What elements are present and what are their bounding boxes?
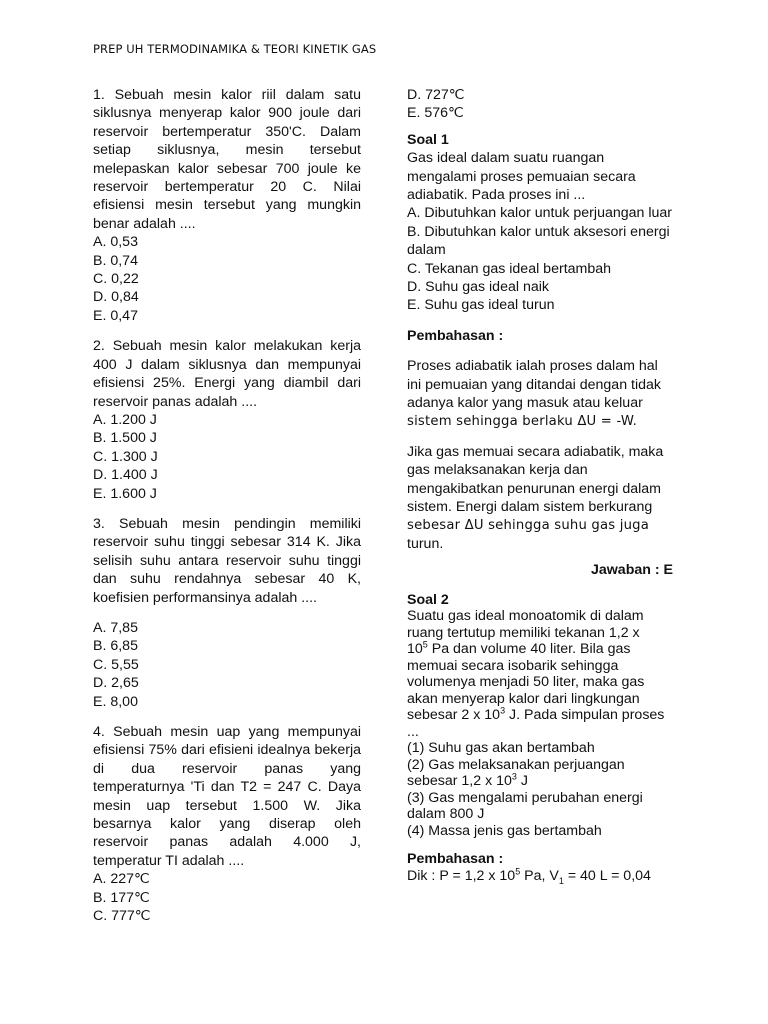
soal-2-option-3: (3) Gas mengalami perubahan energi dalam 800 J: [407, 789, 643, 823]
question-2-stem: 2. Sebuah mesin kalor melakukan kerja 400 J dalam siklusnya dan mempunyai efisiensi 25%. Energi yang diambil dari reservoir panas adalah ....: [93, 338, 361, 410]
question-3-option-a: A. 7,85: [93, 619, 138, 636]
question-3-option-c: C. 5,55: [93, 656, 139, 673]
question-1-option-a: A. 0,53: [93, 234, 138, 251]
question-2-option-b: B. 1.500 J: [93, 430, 157, 447]
left-column: [93, 86, 361, 925]
question-2: [93, 337, 361, 503]
question-3: [93, 515, 361, 711]
soal-1-paragraph-2-end: turun.: [407, 535, 444, 552]
question-1-stem: 1. Sebuah mesin kalor riil dalam satu siklusnya menyerap kalor 900 joule dari reservoir bertemperatur 350'C. Dalam setiap siklusnya, mesin tersebut melepaskan kalor sebesar 700 joule ke reservoir bertemperatur 20 C. Nilai efisiensi mesin tersebut yang mungkin benar adalah ....: [93, 87, 361, 232]
question-2-option-e: E. 1.600 J: [93, 485, 157, 502]
soal-1-stem: Gas ideal dalam suatu ruangan mengalami proses pemuaian secara adiabatik. Pada proses ini ...: [407, 150, 636, 204]
question-2-option-d: D. 1.400 J: [93, 467, 158, 484]
soal-1-option-d: D. Suhu gas ideal naik: [407, 279, 549, 296]
question-3-stem: 3. Sebuah mesin pendingin memiliki reservoir suhu tinggi sebesar 314 K. Jika selisih suhu antara reservoir suhu tinggi dan suhu rendahnya sebesar 40 K, koefisien performansinya adalah ....: [93, 515, 361, 606]
question-4-option-c: C. 777℃: [93, 908, 151, 925]
question-4: [93, 723, 361, 925]
question-4-stem: 4. Sebuah mesin uap yang mempunyai efisiensi 75% dari efisieni idealnya bekerja di dua reservoir panas yang temperaturnya 'Ti dan T2 = 247 C. Daya mesin uap tersebut 1.500 W. Jika besarnya kalor yang diserap oleh reservoir panas adalah 4.000 J, temperatur TI adalah ....: [93, 724, 361, 869]
soal-2-option-4: (4) Massa jenis gas bertambah: [407, 822, 602, 839]
question-2-option-a: A. 1.200 J: [93, 411, 157, 428]
soal-1-option-a: A. Dibutuhkan kalor untuk perjuangan luar: [407, 205, 673, 222]
soal-2-stem-3: sebesar 2 x $10^3$ J. Pada simpulan proses ...: [407, 705, 665, 740]
soal-2-option-2: (2) Gas melaksanakan perjuangan: [407, 756, 625, 773]
page-header: PREP UH TERMODINAMIKA & TEORI KINETIK GAS: [93, 42, 377, 56]
question-4-option-e: E. 576℃: [407, 105, 464, 122]
soal-2: [407, 592, 673, 885]
question-1-option-c: C. 0,22: [93, 271, 139, 288]
question-2-option-c: C. 1.300 J: [93, 448, 158, 465]
soal-2-pembahasan-title: Pembahasan :: [407, 851, 504, 868]
question-4-option-d: D. 727℃: [407, 87, 465, 103]
soal-1-title: Soal 1: [407, 131, 449, 148]
soal-2-option-2-cont: sebesar 1,2 x $10^3$ J: [407, 771, 528, 790]
soal-2-title: Soal 2: [407, 591, 449, 608]
soal-1-option-c: C. Tekanan gas ideal bertambah: [407, 260, 612, 277]
soal-1-paragraph-1: Proses adiabatik ialah proses dalam hal ini pemuaian yang ditandai dengan tidak adanya kalor yang masuk atau keluar: [407, 358, 661, 412]
question-3-option-b: B. 6,85: [93, 638, 138, 655]
question-1-option-d: D. 0,84: [93, 289, 139, 306]
question-1-option-b: B. 0,74: [93, 252, 138, 269]
question-3-option-e: E. 8,00: [93, 693, 138, 710]
question-4-option-a: A. 227℃: [93, 871, 150, 888]
soal-1-paragraph-2-formula: sebesar ΔU sehingga suhu gas juga: [407, 517, 650, 533]
question-1-option-e: E. 0,47: [93, 307, 138, 324]
soal-2-dik: Dik : P = 1,2 x $10^5$ Pa, $V_1 = 40$ L = 0,04: [407, 866, 651, 886]
soal-1: [407, 131, 673, 580]
soal-1-paragraph-2: Jika gas memuai secara adiabatik, maka gas melaksanakan kerja dan mengakibatkan penurunan energi dalam sistem. Energi dalam sistem berkurang: [407, 443, 664, 516]
soal-1-paragraph-1-formula: sistem sehingga berlaku ΔU = -W.: [407, 413, 637, 429]
soal-1-option-e: E. Suhu gas ideal turun: [407, 297, 555, 314]
soal-2-stem-1: Suatu gas ideal monoatomik di dalam ruang tertutup memiliki tekanan 1,2 x: [407, 608, 644, 641]
soal-1-option-b: B. Dibutuhkan kalor untuk aksesori energi dalam: [407, 223, 670, 259]
right-column: [407, 86, 673, 884]
soal-2-option-1: (1) Suhu gas akan bertambah: [407, 740, 595, 757]
soal-1-pembahasan-title: Pembahasan :: [407, 327, 504, 344]
soal-2-stem-2: $10^5$ Pa dan volume 40 liter. Bila gas memuai secara isobarik sehingga volumenya menjadi 50 liter, maka gas akan menyerap kalor dari lingkungan: [407, 639, 645, 707]
soal-1-answer: Jawaban : E: [590, 562, 673, 579]
question-4-option-b: B. 177℃: [93, 889, 150, 906]
question-1: [93, 86, 361, 325]
question-3-option-d: D. 2,65: [93, 675, 139, 692]
